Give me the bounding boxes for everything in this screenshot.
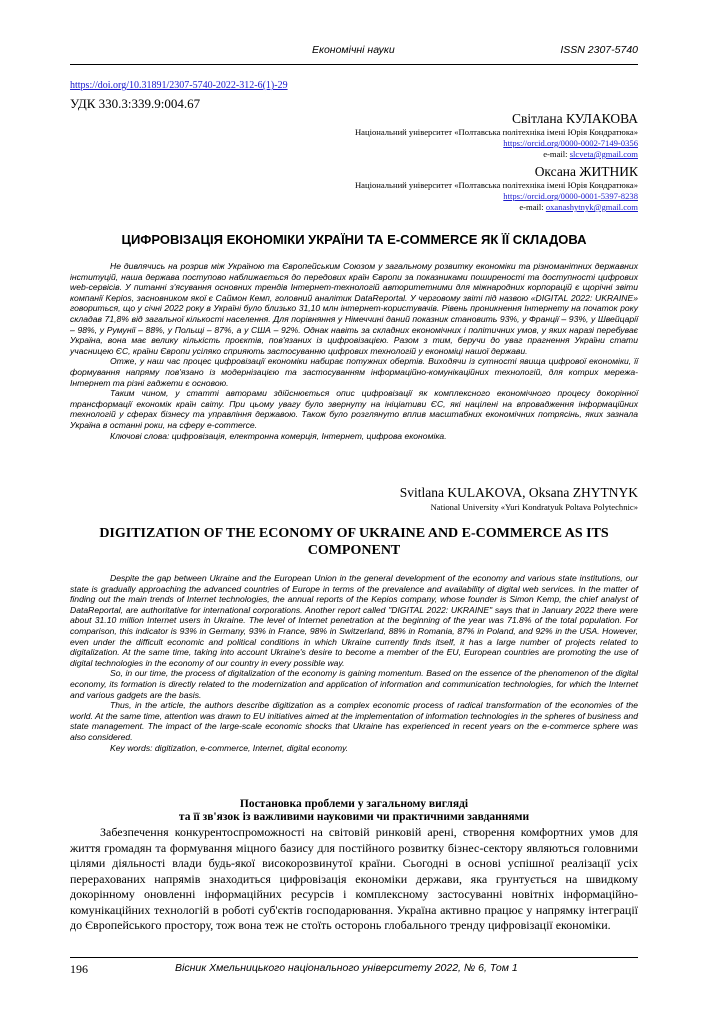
page-number: 196 xyxy=(70,962,88,976)
orcid-link[interactable]: https://orcid.org/0000-0002-7149-0356 xyxy=(503,138,638,148)
author-affiliation: Національний університет «Полтавська політехніка імені Юрія Кондратюка» xyxy=(354,180,638,190)
abstract-paragraph: So, in our time, the process of digitalization of the economy is gaining momentum. Based on the essence of the phenomenon of the digital economy, its formation is directly related to the modernization and application of information and communication technologies, for which the Internet and various gadgets are the basis. xyxy=(70,668,638,700)
authors-en: Svitlana KULAKOVA, Oksana ZHYTNYK xyxy=(399,485,638,500)
email-label: e-mail: xyxy=(519,202,544,212)
article-title-en xyxy=(70,525,638,559)
udc-code: УДК 330.3:339.9:004.67 xyxy=(70,96,201,111)
running-header-issn: ISSN 2307-5740 xyxy=(560,44,638,56)
section-heading-line: та її зв'язок із важливими науковими чи практичними завданнями xyxy=(178,811,530,823)
author-block-1 xyxy=(78,111,638,160)
section-heading xyxy=(70,798,638,824)
body-section xyxy=(70,825,638,934)
title-en-line: COMPONENT xyxy=(307,543,401,558)
affiliation-en: National University «Yuri Kondratyuk Poltava Polytechnic» xyxy=(430,502,638,512)
orcid-link[interactable]: https://orcid.org/0000-0001-5397-8238 xyxy=(503,191,638,201)
author-name: Світлана КУЛАКОВА xyxy=(511,111,638,126)
abstract-paragraph: Thus, in the article, the authors describe digitization as a complex economic process of radical transformation of the economies of the world. At the same time, attention was drawn to EU initiatives aimed at the implementation of information technologies in the spheres of business and state management. The impact of the large-scale economic shocks that Ukraine has experienced in recent years on the e-commerce sphere was also considered. xyxy=(70,700,638,742)
keywords-en: Key words: digitization, e-commerce, Internet, digital economy. xyxy=(110,742,349,753)
abstract-paragraph: Despite the gap between Ukraine and the European Union in the general development of the economy and various state institutions, our state is gradually approaching the advanced countries of Europe in terms of the prevalence and availability of digital web services. In the matter of finding out the main trends of Internet technologies, the annual reports of the Kepios company, whose founder is Simon Kemp, the chief analyst of DataReportal, are authoritative for international corporations. Another report called "DIGITAL 2022: UKRAINE" says that in January 2022 there were about 31.10 million Internet users in Ukraine. The level of Internet penetration at the beginning of the year was 71.8% of the total population. For comparison, this indicator is 93% in Germany, 93% in France, 98% in Switzerland, 88% in Romania, 87% in Poland, and 92% in the USA. However, even under the difficult economic and political conditions in which Ukraine currently finds itself, it has a large number of projects related to digitalization. At the same time, taking into account Ukraine's desire to become a member of the EU, European countries are promoting the use of digital technologies in the economy of our country in every possible way. xyxy=(70,573,638,668)
title-en-line: DIGITIZATION OF THE ECONOMY OF UKRAINE AND E-COMMERCE AS ITS xyxy=(99,526,609,541)
author-name: Оксана ЖИТНИК xyxy=(534,164,638,179)
abstract-paragraph: Таким чином, у статті авторами здійснюється опис цифровізації як комплексного економічного процесу докорінної трансформації економік країн світу. При цьому увагу було звернуту на ініціативи ЄС, які націлені на впровадження інформаційних технологій у сферах бізнесу та управління державою. Також було розглянуто вплив масштабних економічних потрясінь, яких зазнала Україна в останні роки, на сферу e-commerce. xyxy=(70,388,638,430)
keywords-ua: Ключові слова: цифровізація, електронна комерція, Інтернет, цифрова економіка. xyxy=(110,430,447,441)
header-divider xyxy=(70,64,638,65)
author-block-2 xyxy=(78,164,638,213)
footer-divider xyxy=(70,957,638,958)
abstract-paragraph: Отже, у наш час процес цифровізації економіки набирає потужних обертів. Виходячи із сутності явища цифрової економіки, її формування напряму пов'язано із модернізацією та застосуванням інформаційно-комунікаційних технологій, для котрих мережа-Інтернет та різні гаджети є основою. xyxy=(70,356,638,388)
email-link[interactable]: oxanashytnyk@gmail.com xyxy=(545,202,638,212)
abstract-paragraph: Не дивлячись на розрив між Україною та Європейським Союзом у загальному розвитку економіки та різноманітних державних інституцій, наша держава поступово наближається до передових країн Європи за показниками поширеності та доступності цифрових web-сервісів. У питанні з'ясування основних трендів Інтернет-технологій авторитетними для міжнародних корпорацій є щорічні звіти компанії Kepios, засновником якої є Саймон Кемп, головний аналітик DataReportal. У черговому звіті під назвою «DIGITAL 2022: UKRAINE» говориться, що у січні 2022 року в Україні було близько 31,10 млн інтернет-користувачів. Рівень проникнення Інтернету на початок року складав 71,8% від загальної кількості населення. Для порівняння у Німеччині даний показник становить 93%, у Франції – 93%, у Швейцарії – 98%, у Румунії – 88%, у Польщі – 87%, а у США – 92%. Однак навіть за складних економічних і політичних умов, у яких наразі перебуває Україна, вона має велику кількість проєктів, пов'язаних із цифровізацією. Разом з тим, беручи до уваг прагнення України стати учасницею ЄС, країни Європи усіляко сприяють застосуванню цифрових технологій у економіці нашої держави. xyxy=(70,261,638,356)
abstract-ua xyxy=(70,261,638,441)
email-link[interactable]: slcveta@gmail.com xyxy=(569,149,638,159)
section-heading-line: Постановка проблеми у загальному вигляді xyxy=(239,798,469,810)
article-title-ua: ЦИФРОВІЗАЦІЯ ЕКОНОМІКИ УКРАЇНИ ТА E-COMMERCE ЯК ЇЇ СКЛАДОВА xyxy=(121,232,587,247)
author-affiliation: Національний університет «Полтавська політехніка імені Юрія Кондратюка» xyxy=(354,127,638,137)
running-footer-journal: Вісник Хмельницького національного університету 2022, № 6, Том 1 xyxy=(175,962,518,974)
running-header-section: Економічні науки xyxy=(312,44,395,56)
email-label: e-mail: xyxy=(543,149,568,159)
abstract-en xyxy=(70,573,638,753)
body-paragraph: Забезпечення конкурентоспроможності на світовій ринковій арені, створення комфортних умов для життя громадян та формування міцного базису для постійного розвитку бізнес-сектору являються головними цілями діяльності влади будь-якої високорозвинутої країни. Сьогодні в основі успішної реалізації усіх перерахованих напрямів знаходиться цифровізація економіки держави, яка грунтується на швидкому докорінному оновленні інформаційних ресурсів і комплексному застосуванні новітніх інформаційно-комунікаційних технологій в роботі суб'єктів господарювання. Україна активно працює у напрямку інтеграції до Європейського простору, тож вона теж не стоїть осторонь глобального тренду цифровізації економіки. xyxy=(70,825,638,932)
doi-link[interactable]: https://doi.org/10.31891/2307-5740-2022-312-6(1)-29 xyxy=(70,80,288,91)
